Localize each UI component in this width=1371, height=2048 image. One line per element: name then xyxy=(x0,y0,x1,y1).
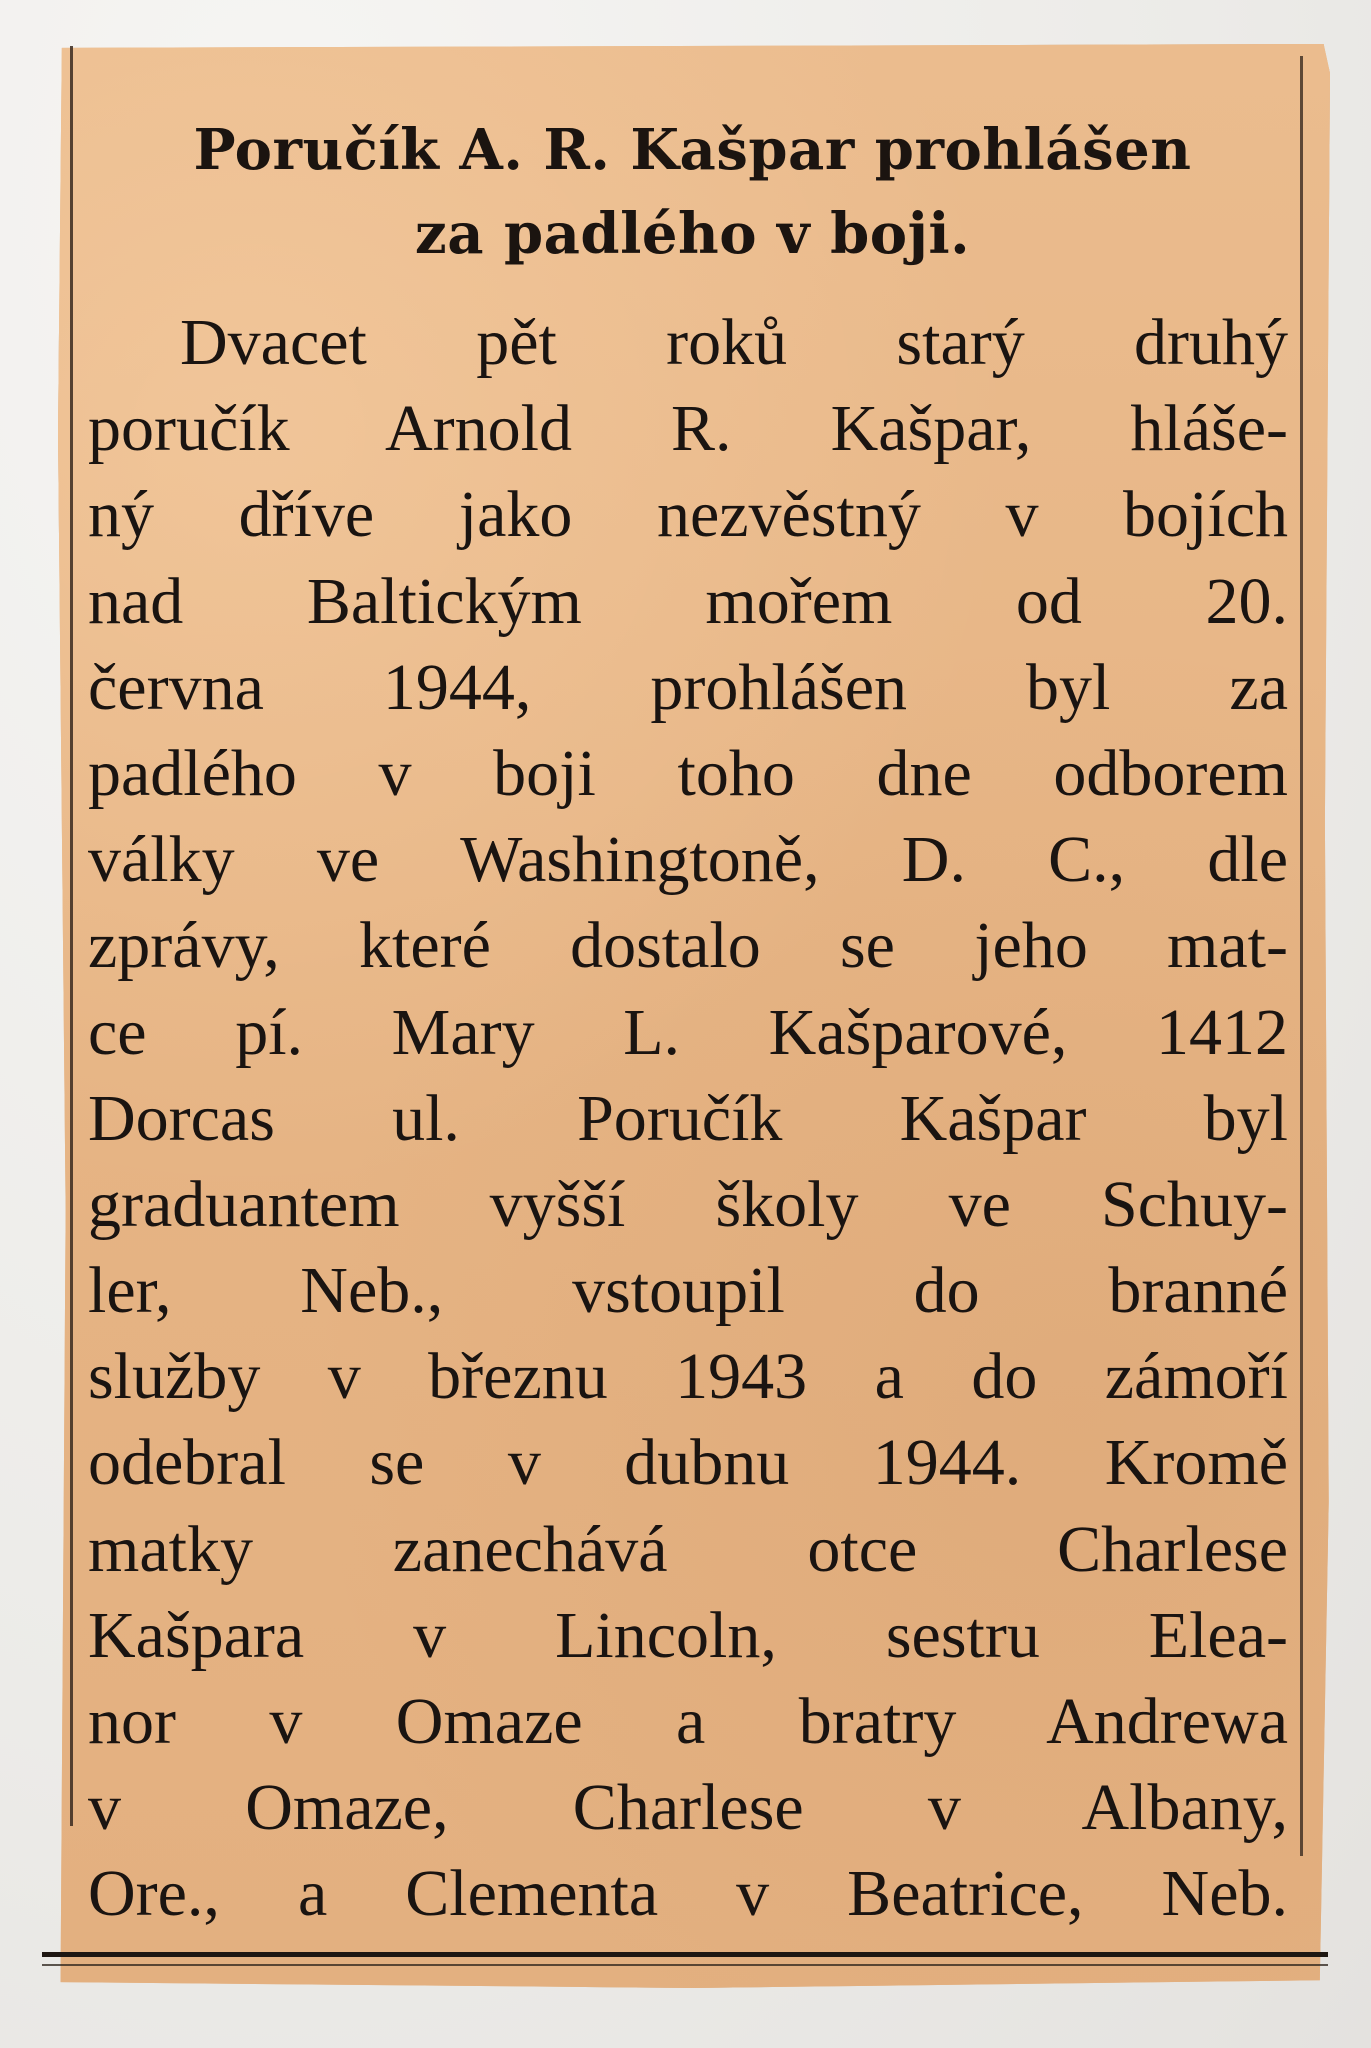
body-line: padlého v boji toho dne odborem xyxy=(88,736,1288,810)
headline-line-1: Poručík A. R. Kašpar prohlášen xyxy=(193,117,1192,183)
body-line: Dorcas ul. Poručík Kašpar byl xyxy=(88,1081,1288,1155)
body-line: poručík Arnold R. Kašpar, hláše- xyxy=(88,392,1288,466)
body-line: nor v Omaze a bratry Andrewa xyxy=(88,1685,1288,1758)
headline-line-2: za padlého v boji. xyxy=(414,201,971,267)
bottom-rule-thin xyxy=(42,1964,1328,1966)
body-line: nad Baltickým mořem od 20. xyxy=(88,564,1288,638)
article-headline xyxy=(95,108,1290,276)
bottom-rule xyxy=(42,1952,1328,1957)
body-line: odebral se v dubnu 1944. Kromě xyxy=(88,1426,1288,1500)
body-line: ný dříve jako nezvěstný v bojích xyxy=(88,478,1288,552)
body-line: Kašpara v Lincoln, sestru Elea- xyxy=(88,1598,1288,1672)
body-line: matky zanechává otce Charlese xyxy=(88,1512,1288,1586)
body-line: v Omaze, Charlese v Albany, xyxy=(88,1771,1288,1845)
column-rule-right xyxy=(1300,56,1303,1856)
body-line: graduantem vyšší školy ve Schuy- xyxy=(88,1167,1288,1241)
body-line: ler, Neb., vstoupil do branné xyxy=(88,1254,1288,1328)
body-line-last: Ore., a Clementa v Beatrice, Neb. xyxy=(88,1857,1288,1931)
body-line: června 1944, prohlášen byl za xyxy=(88,650,1288,724)
body-line: zprávy, které dostalo se jeho mat- xyxy=(88,909,1288,983)
body-line: služby v březnu 1943 a do zámoří xyxy=(88,1340,1288,1414)
body-line: Dvacet pět roků starý druhý xyxy=(180,306,1288,379)
article-body xyxy=(88,300,1288,1938)
body-line: ce pí. Mary L. Kašparové, 1412 xyxy=(88,995,1288,1069)
column-rule-left xyxy=(70,46,73,1826)
body-line: války ve Washingtoně, D. C., dle xyxy=(88,823,1288,897)
